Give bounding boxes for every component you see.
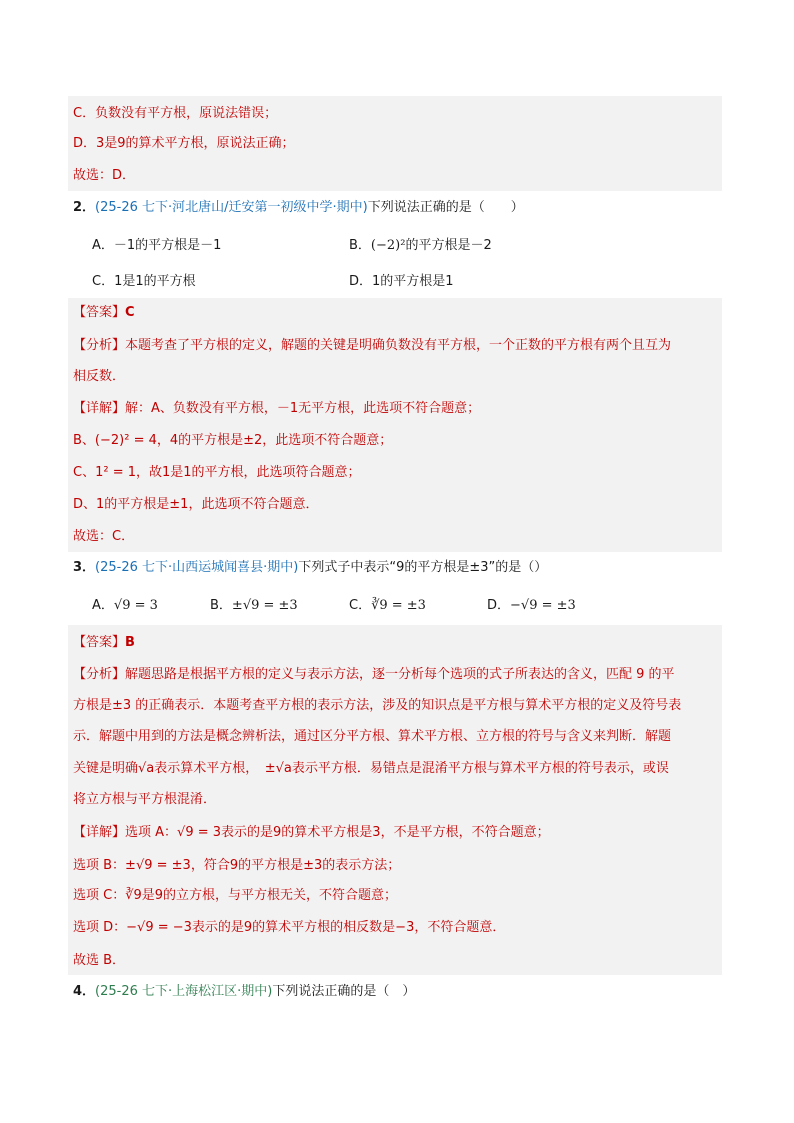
q3-select: 故选 B．: [73, 953, 126, 968]
q2-option-b: [349, 236, 492, 256]
q2-analysis-1: [73, 336, 671, 356]
question-stem: 下列说法正确的是（ ）: [272, 984, 416, 999]
question-stem: 下列式子中表示“9的平方根是±3”的是（）: [298, 560, 548, 575]
q3-analysis-2: 方根是±3 的正确表示．本题考查平方根的表示方法，涉及的知识点是平方根与算术平方根的定义及符号表: [73, 698, 682, 713]
q3-detail-2: 选项 B：±√9 = ±3，符合9的平方根是±3的表示方法；: [73, 858, 401, 873]
option-expression: √9 = 3: [113, 598, 158, 613]
solution-select: 故选：D．: [73, 168, 136, 183]
q3-detail-4: 选项 D：−√9 = −3表示的是9的算术平方根的相反数是−3，不符合题意．: [73, 920, 506, 935]
answer-value: C: [125, 305, 135, 320]
q3-option-a: [92, 596, 158, 616]
q2-detail-1: [73, 399, 480, 419]
q3-option-b: [210, 596, 298, 616]
q3-analysis-1: [73, 665, 675, 685]
q3-detail-1: [73, 823, 550, 843]
q3-option-d: [487, 596, 576, 616]
answer-label: 【答案】: [73, 305, 126, 320]
q3-analysis-5: 将立方根与平方根混淆．: [73, 792, 217, 807]
detail-label: 【详解】: [73, 401, 126, 416]
option-expression: (−2)²: [370, 238, 406, 253]
question-3-header: [73, 558, 547, 578]
q2-select: 故选：C．: [73, 529, 135, 544]
question-source: (25-26 七下·山西运城闻喜县·期中): [95, 560, 299, 575]
answer-label: 【答案】: [73, 635, 126, 650]
question-source: (25-26 七下·上海松江区·期中): [95, 984, 273, 999]
question-number: 3．: [73, 560, 96, 575]
q2-detail-2: B、(−2)² = 4，4的平方根是±2，此选项不符合题意；: [73, 433, 393, 448]
q3-answer: [73, 633, 135, 653]
q2-option-d: D．1的平方根是1: [349, 274, 454, 289]
analysis-label: 【分析】: [73, 667, 126, 682]
analysis-text: 本题考查了平方根的定义，解题的关键是明确负数没有平方根，一个正数的平方根有两个且互为: [125, 338, 672, 353]
question-stem: 下列说法正确的是（ ）: [367, 200, 524, 215]
option-label: B．: [210, 598, 232, 613]
option-expression: −√9 = ±3: [510, 598, 576, 613]
option-label: D．: [487, 598, 511, 613]
option-text: 的平方根是－2: [405, 238, 492, 253]
detail-text: 选项 A：√9 = 3表示的是9的算术平方根是3，不是平方根，不符合题意；: [125, 825, 550, 840]
detail-text: 解：A、负数没有平方根，－1无平方根，此选项不符合题意；: [125, 401, 481, 416]
option-expression: ∛9 = ±3: [371, 598, 426, 613]
option-label: B．: [349, 238, 371, 253]
question-number: 2．: [73, 200, 96, 215]
q3-analysis-3: 示．解题中用到的方法是概念辨析法，通过区分平方根、算术平方根、立方根的符号与含义来判断．解题: [73, 729, 672, 744]
option-label: C．: [349, 598, 372, 613]
analysis-text: 解题思路是根据平方根的定义与表示方法，逐一分析每个选项的式子所表达的含义，匹配 9 的平: [125, 667, 675, 682]
solution-line-d: D．3是9的算术平方根，原说法正确；: [73, 136, 295, 151]
q2-answer: [73, 303, 135, 323]
q2-detail-4: D、1的平方根是±1，此选项不符合题意．: [73, 497, 319, 512]
q3-detail-3: 选项 C：∛9是9的立方根，与平方根无关，不符合题意；: [73, 888, 398, 903]
option-expression: ±√9 = ±3: [231, 598, 298, 613]
q3-option-c: [349, 596, 426, 616]
q2-analysis-2: 相反数．: [73, 369, 126, 384]
solution-line-c: C．负数没有平方根，原说法错误；: [73, 106, 278, 121]
detail-label: 【详解】: [73, 825, 126, 840]
q2-detail-3: C、1² = 1，故1是1的平方根，此选项符合题意；: [73, 465, 361, 480]
answer-value: B: [125, 635, 135, 650]
q3-analysis-4: 关键是明确√a表示算术平方根， ±√a表示平方根．易错点是混淆平方根与算术平方根的符号表示，或误: [73, 761, 669, 776]
option-label: A．: [92, 598, 114, 613]
question-source: (25-26 七下·河北唐山/迁安第一初级中学·期中): [95, 200, 368, 215]
question-2-header: [73, 198, 524, 218]
q2-option-c: C．1是1的平方根: [92, 274, 196, 289]
q2-option-a: A．－1的平方根是－1: [92, 238, 222, 253]
question-4-header: [73, 982, 415, 1002]
question-number: 4．: [73, 984, 96, 999]
analysis-label: 【分析】: [73, 338, 126, 353]
